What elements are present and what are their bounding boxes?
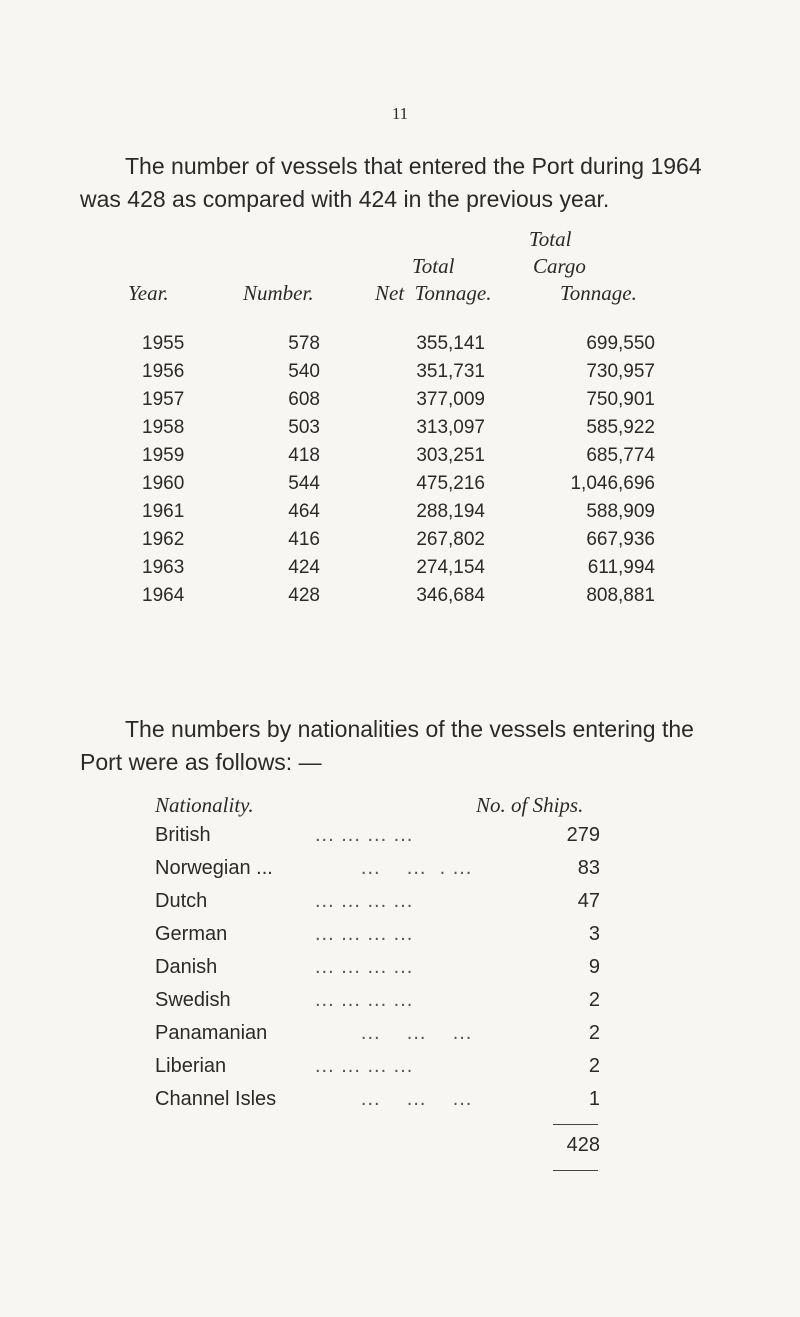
leader-dots: ... ... ... ...: [315, 890, 414, 912]
number-header: Number.: [243, 281, 314, 305]
year-cell: 1963: [142, 557, 185, 578]
nationality-name: Danish: [155, 956, 218, 978]
cargo-cell: 685,774: [586, 445, 655, 466]
cargo-cell: 585,922: [586, 417, 655, 438]
nationality-line-2: Port were as follows: —: [80, 749, 322, 775]
ship-count: 279: [566, 824, 600, 846]
leader-dots: ... ... ...: [315, 1088, 473, 1110]
list-item: [155, 989, 600, 1019]
list-item: [155, 1088, 600, 1118]
cargo-header-top: Total: [529, 227, 572, 251]
list-item: [155, 923, 600, 953]
year-cell: 1958: [142, 417, 185, 438]
net-cell: 351,731: [416, 361, 485, 382]
net-cell: 288,194: [416, 501, 485, 522]
intro-paragraph: [80, 150, 702, 216]
list-item: [155, 1022, 600, 1052]
cargo-header-mid: Cargo: [533, 254, 586, 278]
cargo-header-bottom: Tonnage.: [560, 281, 637, 305]
list-item: [155, 890, 600, 920]
number-cell: 503: [288, 417, 320, 438]
ship-count: 2: [588, 1055, 600, 1077]
number-cell: 428: [288, 585, 320, 606]
cargo-cell: 588,909: [586, 501, 655, 522]
nationality-paragraph: [80, 713, 694, 779]
net-cell: 313,097: [416, 417, 485, 438]
number-cell: 578: [288, 333, 320, 354]
net-cell: 274,154: [416, 557, 485, 578]
net-cell: 355,141: [416, 333, 485, 354]
total-count: 428: [566, 1134, 600, 1156]
cargo-cell: 808,881: [586, 585, 655, 606]
year-cell: 1956: [142, 361, 185, 382]
leader-dots: ... ... ... ...: [315, 956, 414, 978]
cargo-cell: 750,901: [586, 389, 655, 410]
ship-count: 2: [588, 1022, 600, 1044]
nationality-name: Channel Isles: [155, 1088, 277, 1110]
number-cell: 608: [288, 389, 320, 410]
net-cell: 346,684: [416, 585, 485, 606]
year-cell: 1957: [142, 389, 185, 410]
ship-count: 47: [577, 890, 600, 912]
ship-count: 3: [588, 923, 600, 945]
nationality-line-1: The numbers by nationalities of the vessels entering the: [125, 716, 694, 742]
number-cell: 416: [288, 529, 320, 550]
total-row: [155, 1134, 600, 1164]
number-cell: 424: [288, 557, 320, 578]
ship-count: 1: [588, 1088, 600, 1110]
cargo-cell: 611,994: [587, 557, 655, 578]
nationality-header: Nationality.: [155, 793, 254, 817]
leader-dots: ... ... ...: [315, 1022, 473, 1044]
list-item: [155, 857, 600, 887]
leader-dots: ... ... ... ...: [315, 923, 414, 945]
total-rule-top: [553, 1124, 598, 1125]
list-item: [155, 1055, 600, 1085]
leader-dots: ... ... ... ...: [315, 824, 414, 846]
net-cell: 267,802: [416, 529, 485, 550]
nationality-name: German: [155, 923, 228, 945]
list-item: [155, 824, 600, 854]
net-header-top: Total: [412, 254, 455, 278]
ships-header: No. of Ships.: [476, 793, 584, 817]
total-rule-bottom: [553, 1170, 598, 1171]
leader-dots: ... ... ... ...: [315, 989, 414, 1011]
number-cell: 464: [288, 501, 320, 522]
nationality-name: Dutch: [155, 890, 208, 912]
year-cell: 1962: [142, 529, 185, 550]
page-number: 11: [391, 104, 409, 123]
nationality-name: Norwegian ...: [155, 857, 273, 879]
list-item: [155, 956, 600, 986]
nationality-name: Liberian: [155, 1055, 227, 1077]
cargo-cell: 699,550: [586, 333, 655, 354]
year-cell: 1961: [142, 501, 185, 522]
year-cell: 1959: [142, 445, 185, 466]
nationality-name: British: [155, 824, 211, 846]
year-cell: 1960: [142, 473, 185, 494]
nationality-name: Panamanian: [155, 1022, 268, 1044]
net-cell: 303,251: [416, 445, 485, 466]
cargo-cell: 667,936: [586, 529, 655, 550]
net-cell: 475,216: [416, 473, 485, 494]
nationality-name: Swedish: [155, 989, 231, 1011]
number-cell: 418: [288, 445, 320, 466]
ship-count: 9: [588, 956, 600, 978]
ship-count: 83: [577, 857, 600, 879]
year-cell: 1964: [142, 585, 185, 606]
net-cell: 377,009: [416, 389, 485, 410]
leader-dots: ... ... . ...: [315, 857, 473, 879]
leader-dots: ... ... ... ...: [315, 1055, 414, 1077]
year-header: Year.: [128, 281, 169, 305]
number-cell: 544: [288, 473, 320, 494]
year-cell: 1955: [142, 333, 185, 354]
number-cell: 540: [288, 361, 320, 382]
intro-line-1: The number of vessels that entered the Port during 1964: [125, 153, 702, 179]
ship-count: 2: [588, 989, 600, 1011]
intro-line-2: was 428 as compared with 424 in the previous year.: [80, 186, 610, 212]
cargo-cell: 730,957: [586, 361, 655, 382]
net-header-bottom: Net Tonnage.: [375, 281, 492, 305]
cargo-cell: 1,046,696: [570, 473, 655, 494]
